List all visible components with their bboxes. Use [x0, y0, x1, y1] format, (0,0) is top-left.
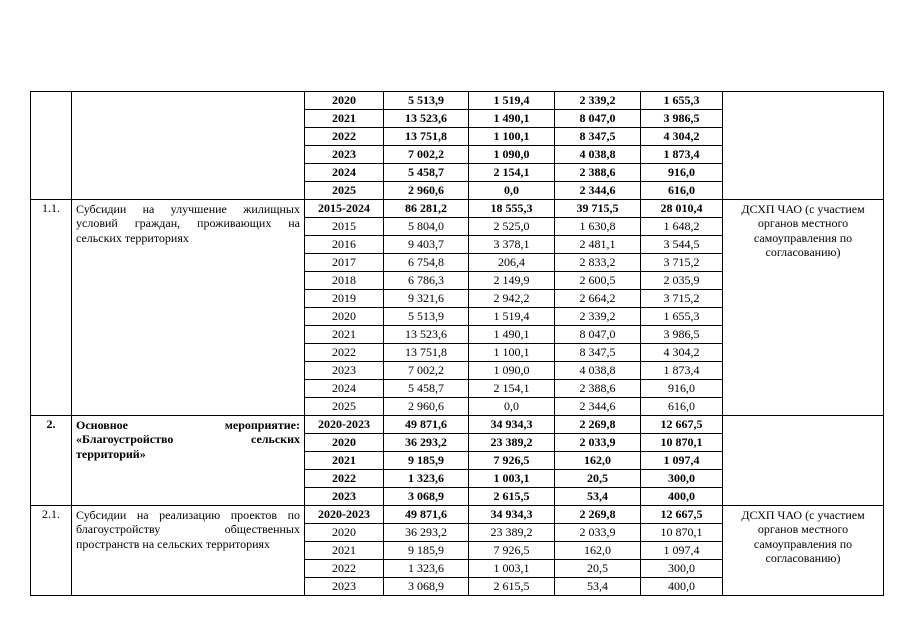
year-cell: 2021 — [305, 110, 384, 128]
year-cell: 2016 — [305, 236, 384, 254]
value-cell: 5 513,9 — [384, 92, 469, 110]
value-cell: 53,4 — [555, 578, 641, 596]
value-cell: 3 715,2 — [641, 254, 723, 272]
value-cell: 12 667,5 — [641, 416, 723, 434]
value-cell: 7 926,5 — [469, 452, 555, 470]
value-cell: 0,0 — [469, 398, 555, 416]
responsible-cell — [723, 416, 884, 506]
index-cell: 2.1. — [31, 506, 72, 596]
value-cell: 1 648,2 — [641, 218, 723, 236]
title-line — [76, 418, 300, 432]
title-line — [76, 432, 300, 446]
value-cell: 2 388,6 — [555, 380, 641, 398]
value-cell: 616,0 — [641, 398, 723, 416]
year-cell: 2017 — [305, 254, 384, 272]
year-cell: 2020-2023 — [305, 506, 384, 524]
value-cell: 2 481,1 — [555, 236, 641, 254]
value-cell: 3 544,5 — [641, 236, 723, 254]
value-cell: 616,0 — [641, 182, 723, 200]
value-cell: 5 458,7 — [384, 380, 469, 398]
value-cell: 3 068,9 — [384, 488, 469, 506]
value-cell: 28 010,4 — [641, 200, 723, 218]
responsible-cell: ДСХП ЧАО (с участием органов местного самоуправления по согласованию) — [723, 506, 884, 596]
value-cell: 36 293,2 — [384, 524, 469, 542]
value-cell: 1 490,1 — [469, 326, 555, 344]
value-cell: 2 960,6 — [384, 182, 469, 200]
description-cell: Субсидии на улучшение жилищных условий граждан, проживающих на сельских территориях — [72, 200, 305, 416]
year-cell: 2021 — [305, 452, 384, 470]
value-cell: 3 986,5 — [641, 110, 723, 128]
value-cell: 13 523,6 — [384, 326, 469, 344]
value-cell: 2 344,6 — [555, 182, 641, 200]
title-word: мероприятие: — [224, 418, 300, 432]
value-cell: 2 154,1 — [469, 380, 555, 398]
value-cell: 2 344,6 — [555, 398, 641, 416]
value-cell: 7 926,5 — [469, 542, 555, 560]
value-cell: 3 986,5 — [641, 326, 723, 344]
value-cell: 2 269,8 — [555, 506, 641, 524]
value-cell: 400,0 — [641, 488, 723, 506]
value-cell: 20,5 — [555, 470, 641, 488]
description-cell: Субсидии на реализацию проектов по благоустройству общественных пространств на сельских территориях — [72, 506, 305, 596]
year-cell: 2022 — [305, 560, 384, 578]
value-cell: 162,0 — [555, 542, 641, 560]
value-cell: 1 519,4 — [469, 92, 555, 110]
value-cell: 2 149,9 — [469, 272, 555, 290]
value-cell: 2 600,5 — [555, 272, 641, 290]
value-cell: 3 378,1 — [469, 236, 555, 254]
year-cell: 2023 — [305, 578, 384, 596]
year-cell: 2021 — [305, 326, 384, 344]
value-cell: 7 002,2 — [384, 362, 469, 380]
value-cell: 5 513,9 — [384, 308, 469, 326]
value-cell: 4 304,2 — [641, 128, 723, 146]
year-cell: 2018 — [305, 272, 384, 290]
value-cell: 10 870,1 — [641, 524, 723, 542]
year-cell: 2020-2023 — [305, 416, 384, 434]
value-cell: 18 555,3 — [469, 200, 555, 218]
title-word: сельских — [250, 432, 300, 447]
value-cell: 1 490,1 — [469, 110, 555, 128]
value-cell: 4 304,2 — [641, 344, 723, 362]
value-cell: 1 873,4 — [641, 362, 723, 380]
value-cell: 2 942,2 — [469, 290, 555, 308]
value-cell: 1 003,1 — [469, 470, 555, 488]
value-cell: 1 655,3 — [641, 308, 723, 326]
value-cell: 5 804,0 — [384, 218, 469, 236]
value-cell: 916,0 — [641, 380, 723, 398]
table-row — [31, 416, 884, 434]
year-cell: 2025 — [305, 182, 384, 200]
value-cell: 4 038,8 — [555, 146, 641, 164]
year-cell: 2024 — [305, 380, 384, 398]
title-line — [76, 447, 300, 461]
value-cell: 1 873,4 — [641, 146, 723, 164]
value-cell: 23 389,2 — [469, 524, 555, 542]
value-cell: 23 389,2 — [469, 434, 555, 452]
index-cell — [31, 92, 72, 200]
value-cell: 2 154,1 — [469, 164, 555, 182]
value-cell: 2 525,0 — [469, 218, 555, 236]
value-cell: 2 033,9 — [555, 524, 641, 542]
value-cell: 1 003,1 — [469, 560, 555, 578]
value-cell: 49 871,6 — [384, 416, 469, 434]
value-cell: 2 615,5 — [469, 578, 555, 596]
year-cell: 2022 — [305, 344, 384, 362]
description-cell — [72, 92, 305, 200]
value-cell: 1 655,3 — [641, 92, 723, 110]
value-cell: 162,0 — [555, 452, 641, 470]
value-cell: 5 458,7 — [384, 164, 469, 182]
value-cell: 1 519,4 — [469, 308, 555, 326]
value-cell: 36 293,2 — [384, 434, 469, 452]
year-cell: 2022 — [305, 470, 384, 488]
table-row — [31, 200, 884, 218]
value-cell: 2 035,9 — [641, 272, 723, 290]
value-cell: 8 047,0 — [555, 326, 641, 344]
value-cell: 2 269,8 — [555, 416, 641, 434]
year-cell: 2020 — [305, 524, 384, 542]
value-cell: 2 339,2 — [555, 308, 641, 326]
value-cell: 300,0 — [641, 560, 723, 578]
budget-table — [30, 91, 884, 596]
value-cell: 9 185,9 — [384, 542, 469, 560]
value-cell: 53,4 — [555, 488, 641, 506]
section-title-cell — [72, 416, 305, 506]
value-cell: 49 871,6 — [384, 506, 469, 524]
year-cell: 2015 — [305, 218, 384, 236]
index-cell: 1.1. — [31, 200, 72, 416]
value-cell: 1 100,1 — [469, 128, 555, 146]
value-cell: 1 097,4 — [641, 542, 723, 560]
value-cell: 2 833,2 — [555, 254, 641, 272]
value-cell: 9 321,6 — [384, 290, 469, 308]
value-cell: 10 870,1 — [641, 434, 723, 452]
value-cell: 0,0 — [469, 182, 555, 200]
value-cell: 12 667,5 — [641, 506, 723, 524]
value-cell: 6 754,8 — [384, 254, 469, 272]
year-cell: 2024 — [305, 164, 384, 182]
year-cell: 2020 — [305, 434, 384, 452]
value-cell: 8 347,5 — [555, 344, 641, 362]
value-cell: 6 786,3 — [384, 272, 469, 290]
value-cell: 13 751,8 — [384, 344, 469, 362]
value-cell: 9 185,9 — [384, 452, 469, 470]
table-row — [31, 506, 884, 524]
value-cell: 39 715,5 — [555, 200, 641, 218]
value-cell: 8 347,5 — [555, 128, 641, 146]
year-cell: 2021 — [305, 542, 384, 560]
value-cell: 300,0 — [641, 470, 723, 488]
year-cell: 2015-2024 — [305, 200, 384, 218]
value-cell: 400,0 — [641, 578, 723, 596]
value-cell: 34 934,3 — [469, 506, 555, 524]
value-cell: 13 751,8 — [384, 128, 469, 146]
year-cell: 2022 — [305, 128, 384, 146]
value-cell: 20,5 — [555, 560, 641, 578]
year-cell: 2025 — [305, 398, 384, 416]
year-cell: 2023 — [305, 488, 384, 506]
value-cell: 2 033,9 — [555, 434, 641, 452]
year-cell: 2019 — [305, 290, 384, 308]
value-cell: 1 090,0 — [469, 146, 555, 164]
title-word: «Благоустройство — [76, 432, 174, 447]
value-cell: 4 038,8 — [555, 362, 641, 380]
year-cell: 2020 — [305, 92, 384, 110]
value-cell: 3 715,2 — [641, 290, 723, 308]
value-cell: 206,4 — [469, 254, 555, 272]
value-cell: 1 090,0 — [469, 362, 555, 380]
value-cell: 8 047,0 — [555, 110, 641, 128]
value-cell: 1 323,6 — [384, 470, 469, 488]
value-cell: 2 664,2 — [555, 290, 641, 308]
value-cell: 34 934,3 — [469, 416, 555, 434]
responsible-cell: ДСХП ЧАО (с участием органов местного самоуправления по согласованию) — [723, 200, 884, 416]
value-cell: 9 403,7 — [384, 236, 469, 254]
year-cell: 2023 — [305, 146, 384, 164]
year-cell: 2020 — [305, 308, 384, 326]
table-row — [31, 92, 884, 110]
value-cell: 1 630,8 — [555, 218, 641, 236]
index-cell: 2. — [31, 416, 72, 506]
value-cell: 2 615,5 — [469, 488, 555, 506]
value-cell: 916,0 — [641, 164, 723, 182]
value-cell: 2 388,6 — [555, 164, 641, 182]
value-cell: 86 281,2 — [384, 200, 469, 218]
title-word: территорий» — [76, 446, 146, 461]
value-cell: 2 960,6 — [384, 398, 469, 416]
title-word: Основное — [76, 418, 128, 432]
responsible-cell — [723, 92, 884, 200]
value-cell: 3 068,9 — [384, 578, 469, 596]
year-cell: 2023 — [305, 362, 384, 380]
value-cell: 1 323,6 — [384, 560, 469, 578]
value-cell: 1 100,1 — [469, 344, 555, 362]
value-cell: 1 097,4 — [641, 452, 723, 470]
value-cell: 13 523,6 — [384, 110, 469, 128]
value-cell: 2 339,2 — [555, 92, 641, 110]
value-cell: 7 002,2 — [384, 146, 469, 164]
